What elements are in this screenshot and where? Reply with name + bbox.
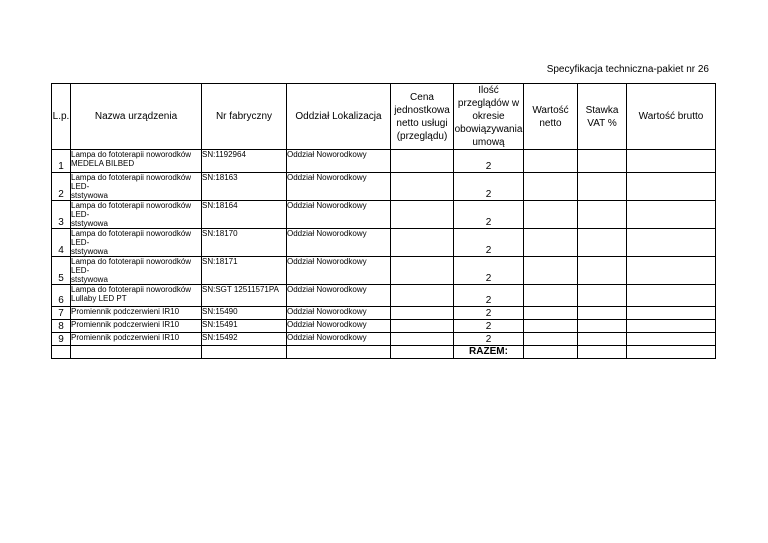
header-quantity: Ilość przeglądów w okresie obowiązywania umową [454, 85, 523, 148]
spacer-cell [578, 346, 627, 359]
cell-location: Oddział Noworodkowy [287, 150, 391, 173]
cell-vat-rate[interactable] [578, 333, 627, 346]
header-location: Oddział Lokalizacja [287, 84, 391, 150]
cell-unit-price[interactable] [391, 173, 454, 201]
spacer-cell [287, 346, 391, 359]
cell-net-value[interactable] [524, 229, 578, 257]
cell-quantity: 2 [454, 285, 524, 307]
cell-unit-price[interactable] [391, 320, 454, 333]
total-gross-value[interactable] [627, 346, 716, 359]
spacer-cell [52, 346, 71, 359]
cell-net-value[interactable] [524, 173, 578, 201]
cell-lp: 3 [52, 201, 71, 229]
cell-name: Lampa do fototerapii noworodków Lullaby LED PT [71, 285, 202, 307]
cell-lp: 8 [52, 320, 71, 333]
cell-gross-value[interactable] [627, 229, 716, 257]
cell-unit-price[interactable] [391, 150, 454, 173]
cell-quantity: 2 [454, 173, 524, 201]
cell-vat-rate[interactable] [578, 229, 627, 257]
cell-serial: SN:15491 [202, 320, 287, 333]
header-vat-rate: Stawka VAT % [578, 84, 627, 150]
cell-gross-value[interactable] [627, 201, 716, 229]
cell-quantity: 2 [454, 307, 524, 320]
cell-lp: 7 [52, 307, 71, 320]
header-row [52, 84, 716, 150]
document-title: Specyfikacja techniczna-pakiet nr 26 [546, 64, 709, 75]
cell-serial: SN:SGT 12511571PA [202, 285, 287, 307]
total-net-value[interactable] [524, 346, 578, 359]
cell-name: Promiennik podczerwieni IR10 [71, 320, 202, 333]
cell-lp: 5 [52, 257, 71, 285]
cell-location: Oddział Noworodkowy [287, 201, 391, 229]
total-label: RAZEM: [454, 346, 524, 359]
cell-vat-rate[interactable] [578, 173, 627, 201]
cell-name: Lampa do fototerapii noworodków LED- ststywowa [71, 173, 202, 201]
cell-quantity: 2 [454, 320, 524, 333]
cell-quantity: 2 [454, 150, 524, 173]
cell-name: Lampa do fototerapii noworodków LED- ststywowa [71, 229, 202, 257]
cell-serial: SN:18163 [202, 173, 287, 201]
header-gross-value: Wartość brutto [627, 84, 716, 150]
cell-gross-value[interactable] [627, 150, 716, 173]
cell-gross-value[interactable] [627, 333, 716, 346]
cell-location: Oddział Noworodkowy [287, 320, 391, 333]
cell-unit-price[interactable] [391, 257, 454, 285]
table-row [52, 201, 716, 229]
cell-location: Oddział Noworodkowy [287, 173, 391, 201]
cell-lp: 6 [52, 285, 71, 307]
cell-unit-price[interactable] [391, 229, 454, 257]
spacer-cell [391, 346, 454, 359]
cell-net-value[interactable] [524, 201, 578, 229]
header-name: Nazwa urządzenia [71, 84, 202, 150]
specification-table [51, 83, 716, 359]
table-row [52, 150, 716, 173]
table-row [52, 320, 716, 333]
header-serial: Nr fabryczny [202, 84, 287, 150]
cell-location: Oddział Noworodkowy [287, 229, 391, 257]
cell-serial: SN:1192964 [202, 150, 287, 173]
cell-gross-value[interactable] [627, 307, 716, 320]
table-row [52, 307, 716, 320]
table-row [52, 285, 716, 307]
cell-name: Promiennik podczerwieni IR10 [71, 333, 202, 346]
cell-serial: SN:18164 [202, 201, 287, 229]
cell-quantity: 2 [454, 257, 524, 285]
cell-lp: 9 [52, 333, 71, 346]
cell-serial: SN:15490 [202, 307, 287, 320]
cell-net-value[interactable] [524, 333, 578, 346]
header-net-value: Wartość netto [524, 84, 578, 150]
spacer-cell [71, 346, 202, 359]
cell-vat-rate[interactable] [578, 201, 627, 229]
cell-location: Oddział Noworodkowy [287, 333, 391, 346]
cell-serial: SN:15492 [202, 333, 287, 346]
table-row [52, 257, 716, 285]
cell-unit-price[interactable] [391, 285, 454, 307]
cell-gross-value[interactable] [627, 285, 716, 307]
cell-unit-price[interactable] [391, 333, 454, 346]
cell-net-value[interactable] [524, 257, 578, 285]
cell-location: Oddział Noworodkowy [287, 285, 391, 307]
cell-lp: 2 [52, 173, 71, 201]
cell-net-value[interactable] [524, 307, 578, 320]
cell-gross-value[interactable] [627, 173, 716, 201]
cell-unit-price[interactable] [391, 201, 454, 229]
cell-net-value[interactable] [524, 285, 578, 307]
cell-net-value[interactable] [524, 150, 578, 173]
table-row [52, 333, 716, 346]
table-row [52, 229, 716, 257]
spacer-cell [202, 346, 287, 359]
cell-gross-value[interactable] [627, 320, 716, 333]
cell-name: Lampa do fototerapii noworodków LED- ststywowa [71, 201, 202, 229]
header-unit-price: Cena jednostkowa netto usługi (przeglądu) [391, 84, 454, 150]
cell-quantity: 2 [454, 201, 524, 229]
cell-lp: 1 [52, 150, 71, 173]
cell-quantity: 2 [454, 229, 524, 257]
cell-vat-rate[interactable] [578, 150, 627, 173]
cell-serial: SN:18170 [202, 229, 287, 257]
cell-net-value[interactable] [524, 320, 578, 333]
cell-unit-price[interactable] [391, 307, 454, 320]
cell-location: Oddział Noworodkowy [287, 257, 391, 285]
cell-name: Lampa do fototerapii noworodków MEDELA BILBED [71, 150, 202, 173]
cell-vat-rate[interactable] [578, 320, 627, 333]
cell-vat-rate[interactable] [578, 307, 627, 320]
cell-name: Lampa do fototerapii noworodków LED- ststywowa [71, 257, 202, 285]
header-lp: L.p. [52, 84, 71, 150]
cell-name: Promiennik podczerwieni IR10 [71, 307, 202, 320]
cell-quantity: 2 [454, 333, 524, 346]
cell-vat-rate[interactable] [578, 257, 627, 285]
cell-serial: SN:18171 [202, 257, 287, 285]
cell-location: Oddział Noworodkowy [287, 307, 391, 320]
cell-lp: 4 [52, 229, 71, 257]
table-row [52, 173, 716, 201]
cell-vat-rate[interactable] [578, 285, 627, 307]
cell-gross-value[interactable] [627, 257, 716, 285]
total-row [52, 346, 716, 359]
